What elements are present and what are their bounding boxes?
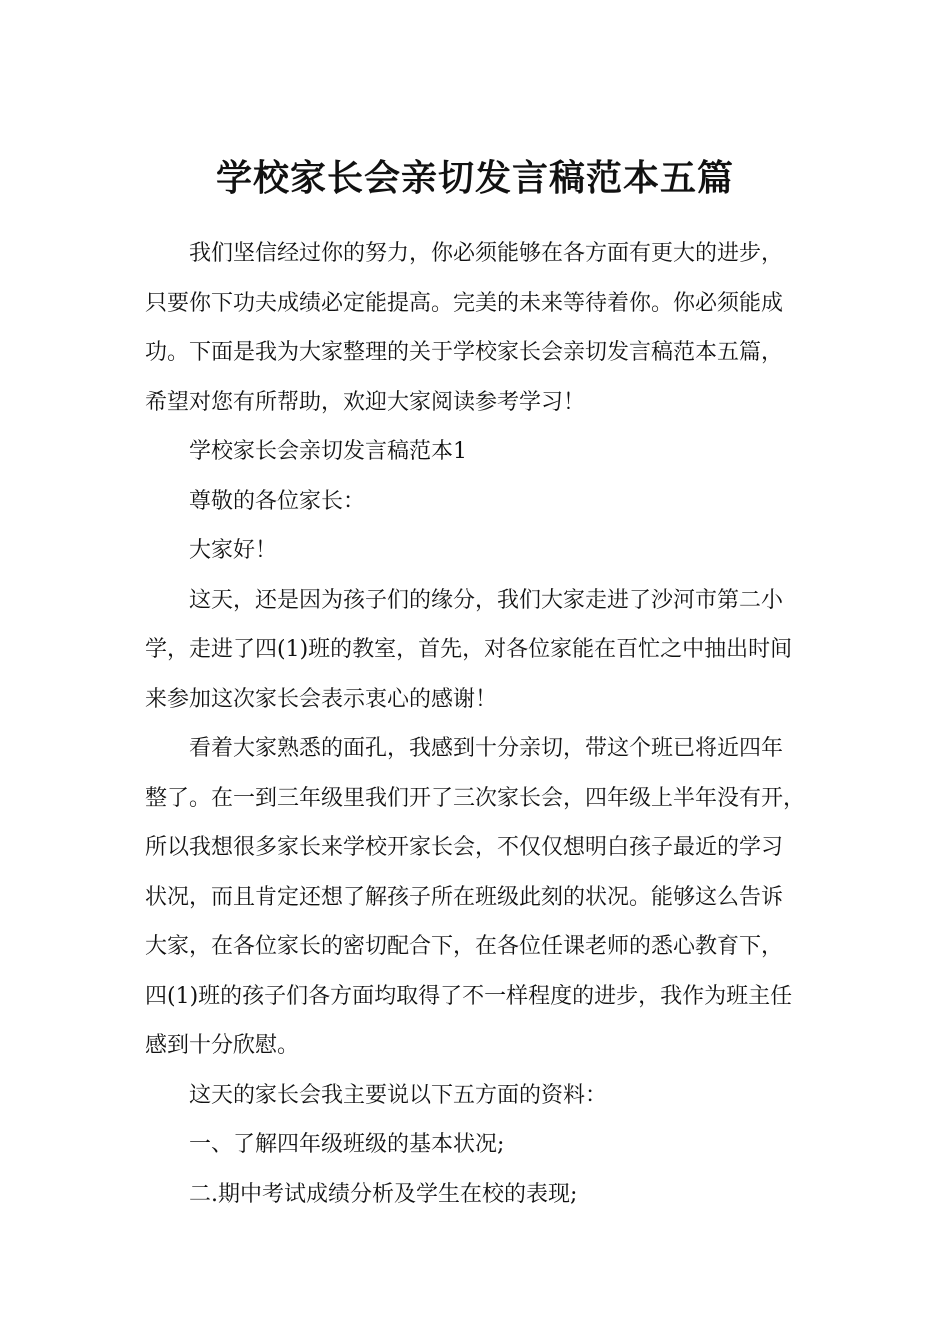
text-line: 状况，而且肯定还想了解孩子所在班级此刻的状况。能够这么告诉: [145, 884, 784, 910]
text-line: 学，走进了四(1)班的教室，首先，对各位家能在百忙之中抽出时间: [145, 637, 793, 662]
text-line: 这天的家长会我主要说以下五方面的资料：: [189, 1082, 608, 1108]
text-line: 我们坚信经过你的努力，你必须能够在各方面有更大的进步，: [189, 241, 784, 266]
document-body: [145, 229, 823, 1219]
text-line: 感到十分欣慰。: [145, 1033, 300, 1058]
salutation: [145, 477, 823, 527]
text-line: 一、了解四年级班级的基本状况;: [189, 1132, 505, 1157]
document-title: 学校家长会亲切发言稿范本五篇: [215, 157, 734, 200]
text-line: 看着大家熟悉的面孔，我感到十分亲切，带这个班已将近四年: [189, 736, 784, 761]
paragraph-intro: [145, 229, 823, 427]
paragraph-thanks: [145, 576, 823, 725]
greeting: [145, 526, 823, 576]
text-line: 功。下面是我为大家整理的关于学校家长会亲切发言稿范本五篇，: [145, 340, 784, 365]
text-line: 学校家长会亲切发言稿范本1: [189, 439, 467, 464]
text-line: 整了。在一到三年级里我们开了三次家长会，四年级上半年没有开，: [145, 785, 806, 811]
text-line: 尊敬的各位家长：: [189, 488, 366, 514]
paragraph-class-status: [145, 724, 823, 1071]
text-line: 希望对您有所帮助，欢迎大家阅读参考学习！: [145, 389, 586, 415]
text-line: 大家好！: [189, 538, 278, 563]
section-heading: [145, 427, 823, 477]
text-line: 大家，在各位家长的密切配合下，在各位任课老师的悉心教育下，: [145, 934, 784, 959]
text-line: 四(1)班的孩子们各方面均取得了不一样程度的进步，我作为班主任: [145, 983, 793, 1009]
text-line: 只要你下功夫成绩必定能提高。完美的未来等待着你。你必须能成: [145, 290, 784, 316]
paragraph-agenda-intro: [145, 1071, 823, 1121]
text-line: 所以我想很多家长来学校开家长会，不仅仅想明白孩子最近的学习: [145, 835, 784, 860]
agenda-item-2: [145, 1170, 823, 1220]
text-line: 二.期中考试成绩分析及学生在校的表现;: [189, 1181, 578, 1207]
text-line: 这天，还是因为孩子们的缘分，我们大家走进了沙河市第二小: [189, 587, 784, 613]
agenda-item-1: [145, 1120, 823, 1170]
text-line: 来参加这次家长会表示衷心的感谢！: [145, 686, 498, 712]
